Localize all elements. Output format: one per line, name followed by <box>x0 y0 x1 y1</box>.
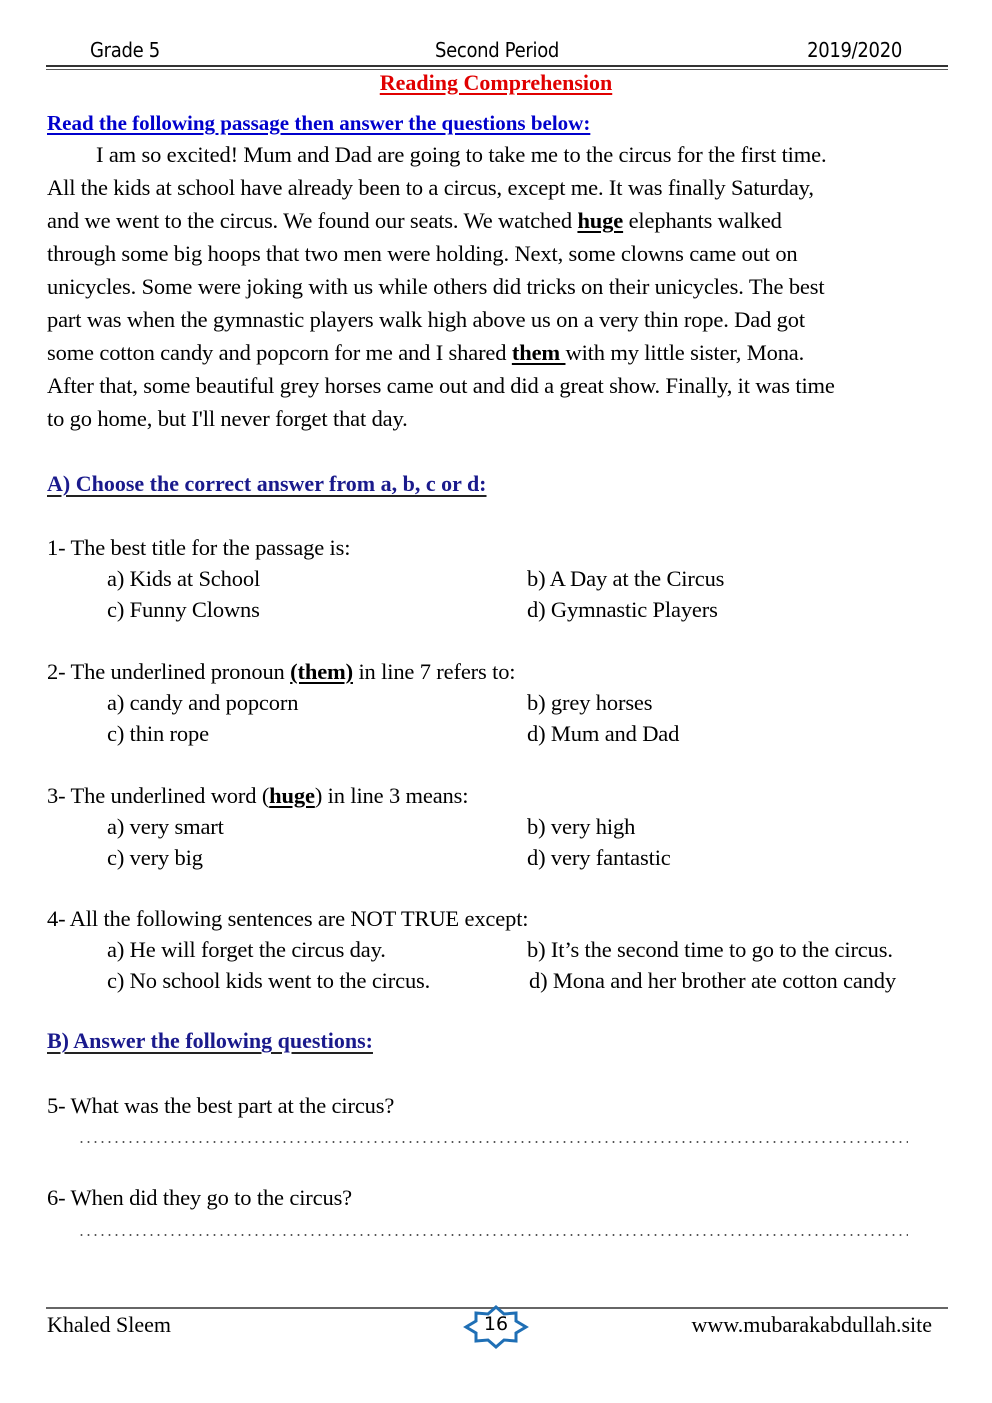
footer-author: Khaled Sleem <box>47 1312 172 1337</box>
page-number-badge <box>460 1305 532 1349</box>
option-1b[interactable]: b) A Day at the Circus <box>527 566 725 591</box>
underlined-word-huge: huge <box>577 208 624 233</box>
underlined-word-them: them <box>511 340 566 365</box>
passage-line: to go home, but I'll never forget that day. <box>47 406 408 431</box>
question-stem: 1- The best title for the passage is: <box>47 535 351 560</box>
option-3c[interactable]: c) very big <box>107 845 203 870</box>
passage-line: and we went to the circus. We found our seats. We watched huge elephants walked <box>47 208 782 233</box>
question-4 <box>47 903 957 996</box>
passage-line: part was when the gymnastic players walk high above us on a very thin rope. Dad got <box>47 307 805 332</box>
option-2c[interactable]: c) thin rope <box>107 721 209 746</box>
option-4d[interactable]: d) Mona and her brother ate cotton candy <box>529 968 896 993</box>
question-stem: 2- The underlined pronoun (them) in line 7 refers to: <box>47 659 516 684</box>
option-3a[interactable]: a) very smart <box>107 814 224 839</box>
question-2 <box>47 656 957 749</box>
answer-line-6[interactable] <box>78 1234 908 1236</box>
option-2d[interactable]: d) Mum and Dad <box>527 721 680 746</box>
page-number: 16 <box>483 1313 509 1335</box>
section-a-heading: A) Choose the correct answer from a, b, c or d: <box>47 471 487 496</box>
page-title: Reading Comprehension <box>379 70 613 95</box>
question-1 <box>47 532 957 625</box>
question-stem: 3- The underlined word (huge) in line 3 means: <box>47 783 469 808</box>
passage-line: some cotton candy and popcorn for me and I shared them with my little sister, Mona. <box>47 340 805 365</box>
question-5 <box>47 1090 957 1121</box>
option-2a[interactable]: a) candy and popcorn <box>107 690 299 715</box>
page-header <box>46 36 948 64</box>
passage-line: unicycles. Some were joking with us while others did tricks on their unicycles. The best <box>47 274 825 299</box>
header-period: Second Period <box>434 38 560 62</box>
question-3 <box>47 780 957 873</box>
section-b-heading: B) Answer the following questions: <box>47 1028 373 1053</box>
option-2b[interactable]: b) grey horses <box>527 690 653 715</box>
footer-website: www.mubarakabdullah.site <box>691 1312 932 1337</box>
option-3b[interactable]: b) very high <box>527 814 636 839</box>
question-stem: 5- What was the best part at the circus? <box>47 1093 395 1118</box>
option-3d[interactable]: d) very fantastic <box>527 845 671 870</box>
header-divider <box>46 65 948 67</box>
passage-line: I am so excited! Mum and Dad are going to take me to the circus for the first time. <box>96 142 827 167</box>
passage-line: After that, some beautiful grey horses came out and did a great show. Finally, it was time <box>47 373 835 398</box>
passage-instruction: Read the following passage then answer the questions below: <box>47 111 591 135</box>
option-1d[interactable]: d) Gymnastic Players <box>527 597 718 622</box>
option-4c[interactable]: c) No school kids went to the circus. <box>107 968 431 993</box>
passage-line: All the kids at school have already been to a circus, except me. It was finally Saturday, <box>47 175 814 200</box>
header-grade: Grade 5 <box>90 38 160 62</box>
header-year: 2019/2020 <box>807 38 902 62</box>
option-1a[interactable]: a) Kids at School <box>107 566 261 591</box>
reading-passage <box>47 138 952 435</box>
option-4b[interactable]: b) It’s the second time to go to the circus. <box>527 937 893 962</box>
question-6 <box>47 1182 957 1213</box>
question-stem: 4- All the following sentences are NOT TRUE except: <box>47 906 529 931</box>
answer-line-5[interactable] <box>78 1141 908 1143</box>
option-4a[interactable]: a) He will forget the circus day. <box>107 937 386 962</box>
option-1c[interactable]: c) Funny Clowns <box>107 597 260 622</box>
passage-line: through some big hoops that two men were holding. Next, some clowns came out on <box>47 241 798 266</box>
question-stem: 6- When did they go to the circus? <box>47 1185 353 1210</box>
